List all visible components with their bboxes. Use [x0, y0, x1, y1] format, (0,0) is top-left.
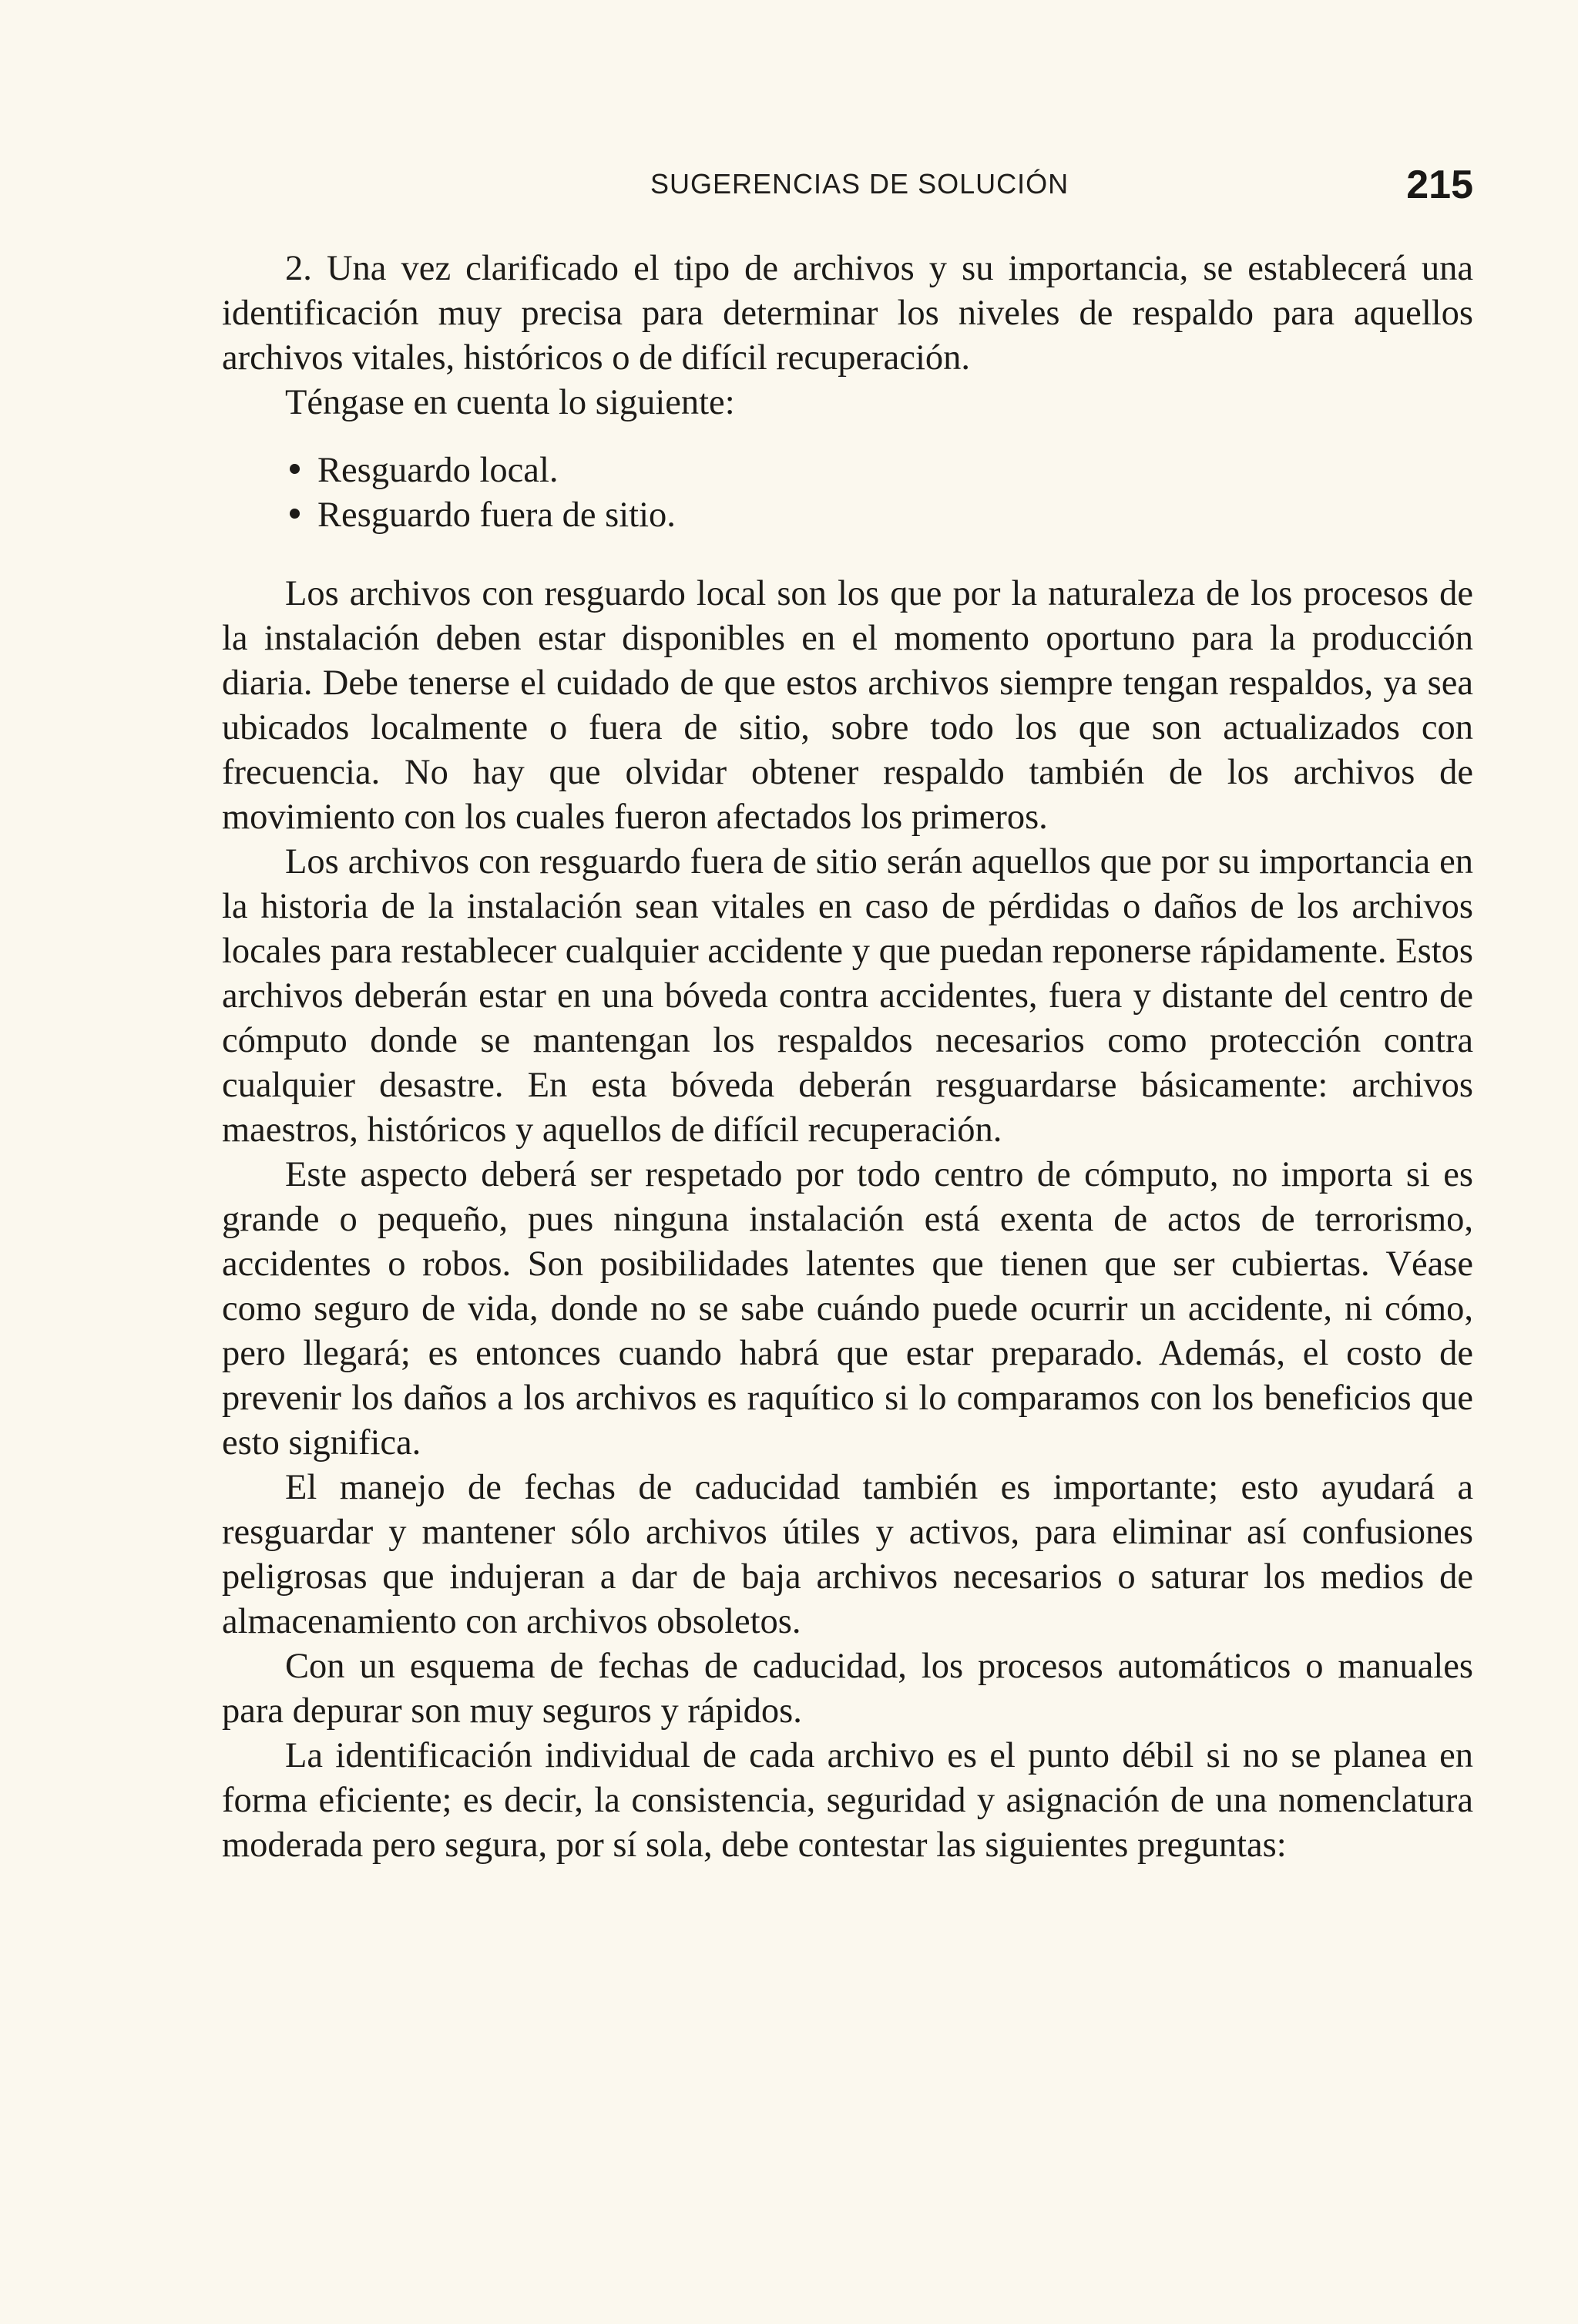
- body-text: [222, 247, 1473, 1868]
- list-item-text: Resguardo fuera de sitio.: [317, 495, 676, 535]
- page-header: [222, 162, 1473, 208]
- paragraph: Téngase en cuenta lo siguiente:: [285, 383, 735, 422]
- bullet-icon: [290, 509, 300, 519]
- list-item-text: Resguardo local.: [317, 451, 559, 490]
- paragraph: Con un esquema de fechas de caducidad, los procesos automáticos o manuales para depurar son muy seguros y rápidos.: [222, 1647, 1473, 1731]
- paragraph: Los archivos con resguardo local son los que por la naturaleza de los procesos de la instalación deben estar disponibles en el momento oportuno para la producción diaria. Debe tenerse el cuidado de que estos archivos siempre tengan respaldos, ya sea ubicados localmente o fuera de sitio, sobre todo los que son actualizados con frecuencia. No hay que olvidar obtener respaldo también de los archivos de movimiento con los cuales fueron afectados los primeros.: [222, 574, 1473, 837]
- running-head: SUGERENCIAS DE SOLUCIÓN: [650, 168, 1069, 200]
- paragraph: 2. Una vez clarificado el tipo de archivos y su importancia, se establecerá una identificación muy precisa para determinar los niveles de respaldo para aquellos archivos vitales, históricos o de difícil recuperación.: [222, 249, 1473, 378]
- bullet-list: [222, 448, 1473, 538]
- page-number: 215: [1406, 163, 1473, 207]
- paragraph: La identificación individual de cada archivo es el punto débil si no se planea en forma eficiente; es decir, la consistencia, seguridad y asignación de una nomenclatura moderada pero segura, por sí sola, debe contestar las siguientes preguntas:: [222, 1736, 1473, 1865]
- list-item: [285, 493, 1473, 538]
- paragraph: Los archivos con resguardo fuera de sitio serán aquellos que por su importancia en la historia de la instalación sean vitales en caso de pérdidas o daños de los archivos locales para restablecer cualquier accidente y que puedan reponerse rápidamente. Estos archivos deberán estar en una bóveda contra accidentes, fuera y distante del centro de cómputo donde se mantengan los respaldos necesarios como protección contra cualquier desastre. En esta bóveda deberán resguardarse básicamente: archivos maestros, históricos y aquellos de difícil recuperación.: [222, 842, 1473, 1150]
- paragraph: Este aspecto deberá ser respetado por todo centro de cómputo, no importa si es grande o pequeño, pues ninguna instalación está exenta de actos de terrorismo, accidentes o robos. Son posibilidades latentes que tienen que ser cubiertas. Véase como seguro de vida, donde no se sabe cuándo puede ocurrir un accidente, ni cómo, pero llegará; es entonces cuando habrá que estar preparado. Además, el costo de prevenir los daños a los archivos es raquítico si lo comparamos con los beneficios que esto significa.: [222, 1155, 1473, 1463]
- list-item: [285, 448, 1473, 493]
- paragraph: El manejo de fechas de caducidad también es importante; esto ayudará a resguardar y mantener sólo archivos útiles y activos, para eliminar así confusiones peligrosas que indujeran a dar de baja archivos necesarios o saturar los medios de almacenamiento con archivos obsoletos.: [222, 1468, 1473, 1641]
- bullet-icon: [290, 464, 300, 474]
